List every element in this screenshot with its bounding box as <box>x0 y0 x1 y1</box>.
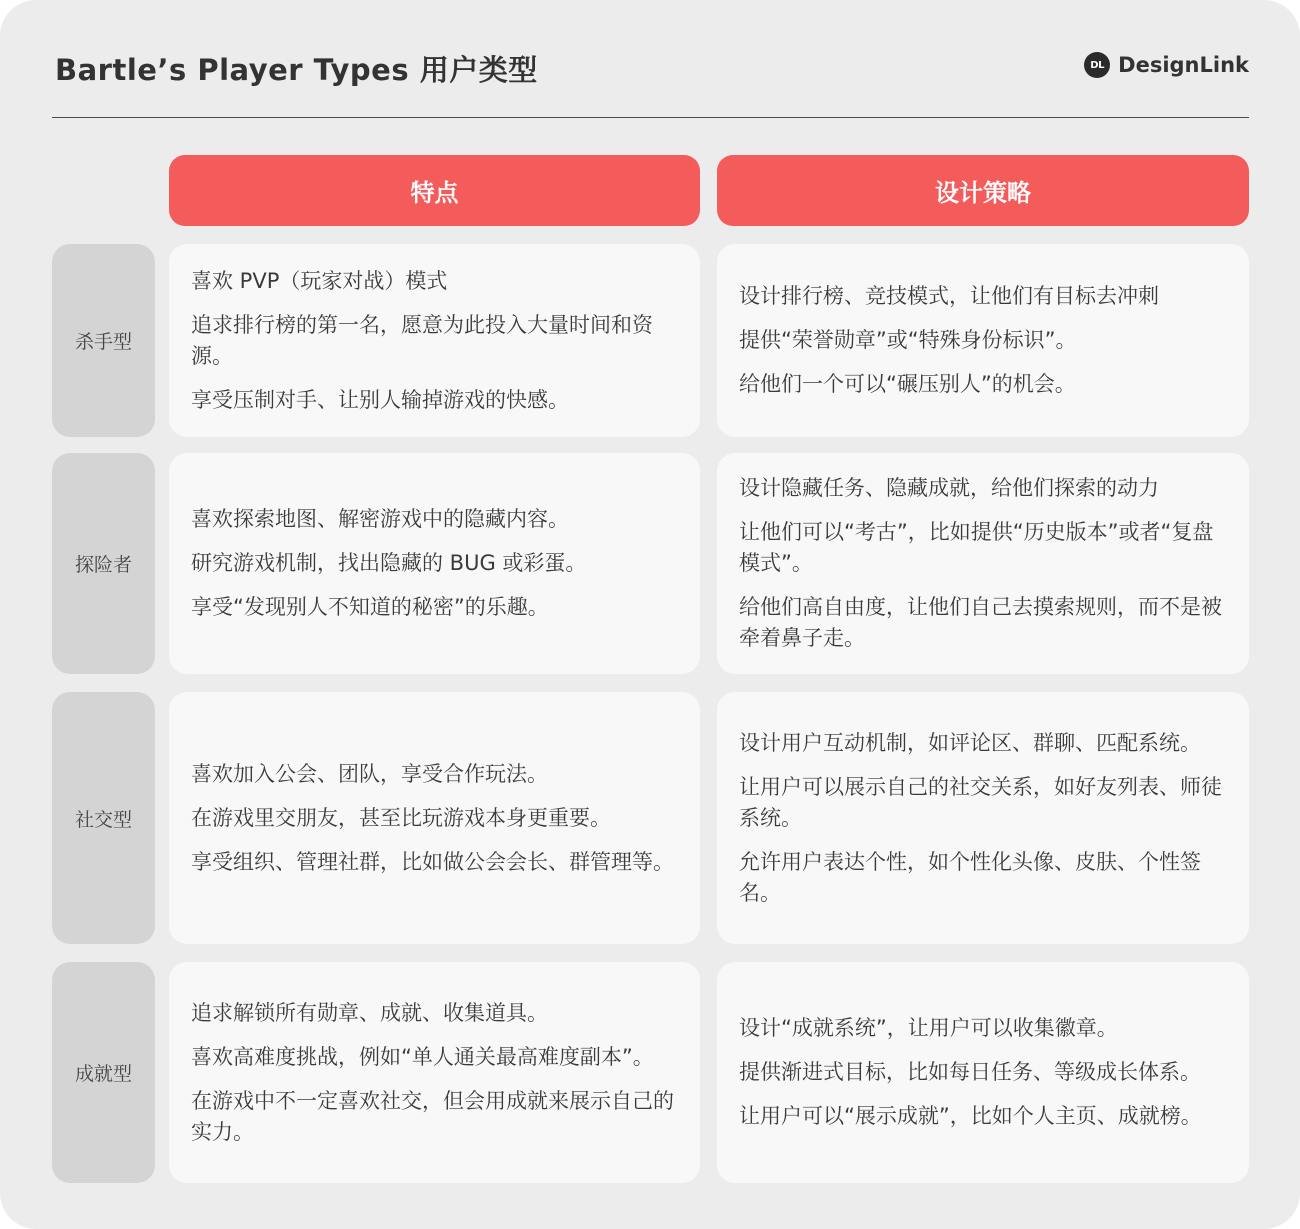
features-cell-killer <box>169 244 700 437</box>
feature-line: 喜欢 PVP（玩家对战）模式 <box>191 268 448 293</box>
feature-line: 在游戏里交朋友，甚至比玩游戏本身更重要。 <box>191 805 611 830</box>
feature-line: 享受“发现别人不知道的秘密”的乐趣。 <box>191 595 549 619</box>
strategy-line: 设计隐藏任务、隐藏成就，给他们探索的动力 <box>739 476 1159 500</box>
strategy-cell-killer <box>717 244 1249 437</box>
header <box>55 48 1249 88</box>
feature-line: 追求解锁所有勋章、成就、收集道具。 <box>191 1000 548 1025</box>
feature-line: 喜欢探索地图、解密游戏中的隐藏内容。 <box>191 507 569 531</box>
brand-name: DesignLink <box>1118 53 1249 77</box>
strategy-cell-explorer <box>717 453 1249 674</box>
strategy-line: 允许用户表达个性，如个性化头像、皮肤、个性签名。 <box>739 849 1201 905</box>
feature-line: 在游戏中不一定喜欢社交，但会用成就来展示自己的实力。 <box>191 1088 674 1144</box>
row-label-achiever: 成就型 <box>52 962 155 1183</box>
strategy-line: 给他们一个可以“碾压别人”的机会。 <box>739 372 1076 396</box>
strategy-line: 提供“荣誉勋章”或“特殊身份标识”。 <box>739 328 1077 352</box>
feature-line: 喜欢加入公会、团队，享受合作玩法。 <box>191 761 548 786</box>
feature-line: 追求排行榜的第一名，愿意为此投入大量时间和资源。 <box>191 312 653 368</box>
header-divider <box>52 117 1249 118</box>
page-title: Bartle’s Player Types 用户类型 <box>55 53 538 87</box>
features-cell-achiever <box>169 962 700 1183</box>
strategy-line: 设计排行榜、竞技模式，让他们有目标去冲刺 <box>739 284 1159 308</box>
strategy-line: 给他们高自由度，让他们自己去摸索规则，而不是被牵着鼻子走。 <box>739 595 1222 650</box>
feature-line: 享受压制对手、让别人输掉游戏的快感。 <box>191 387 569 412</box>
strategy-line: 提供渐进式目标，比如每日任务、等级成长体系。 <box>739 1060 1201 1084</box>
features-cell-socializer <box>169 692 700 944</box>
strategy-cell-socializer <box>717 692 1249 944</box>
row-label-killer: 杀手型 <box>52 244 155 437</box>
strategy-cell-achiever <box>717 962 1249 1183</box>
row-label-socializer: 社交型 <box>52 692 155 944</box>
strategy-line: 让用户可以展示自己的社交关系，如好友列表、师徒系统。 <box>739 774 1222 830</box>
row-label-explorer: 探险者 <box>52 453 155 674</box>
strategy-line: 让他们可以“考古”，比如提供“历史版本”或者“复盘模式”。 <box>739 520 1214 575</box>
column-header-strategy: 设计策略 <box>717 155 1249 226</box>
strategy-line: 设计用户互动机制，如评论区、群聊、匹配系统。 <box>739 730 1201 755</box>
feature-line: 享受组织、管理社群，比如做公会会长、群管理等。 <box>191 849 674 874</box>
feature-line: 喜欢高难度挑战，例如“单人通关最高难度副本”。 <box>191 1044 654 1069</box>
brand <box>1084 52 1249 78</box>
features-cell-explorer <box>169 453 700 674</box>
strategy-line: 让用户可以“展示成就”，比如个人主页、成就榜。 <box>739 1104 1202 1128</box>
feature-line: 研究游戏机制，找出隐藏的 BUG 或彩蛋。 <box>191 551 587 575</box>
column-header-features: 特点 <box>169 155 700 226</box>
strategy-line: 设计“成就系统”，让用户可以收集徽章。 <box>739 1016 1118 1040</box>
brand-logo-icon: DL <box>1084 52 1110 78</box>
